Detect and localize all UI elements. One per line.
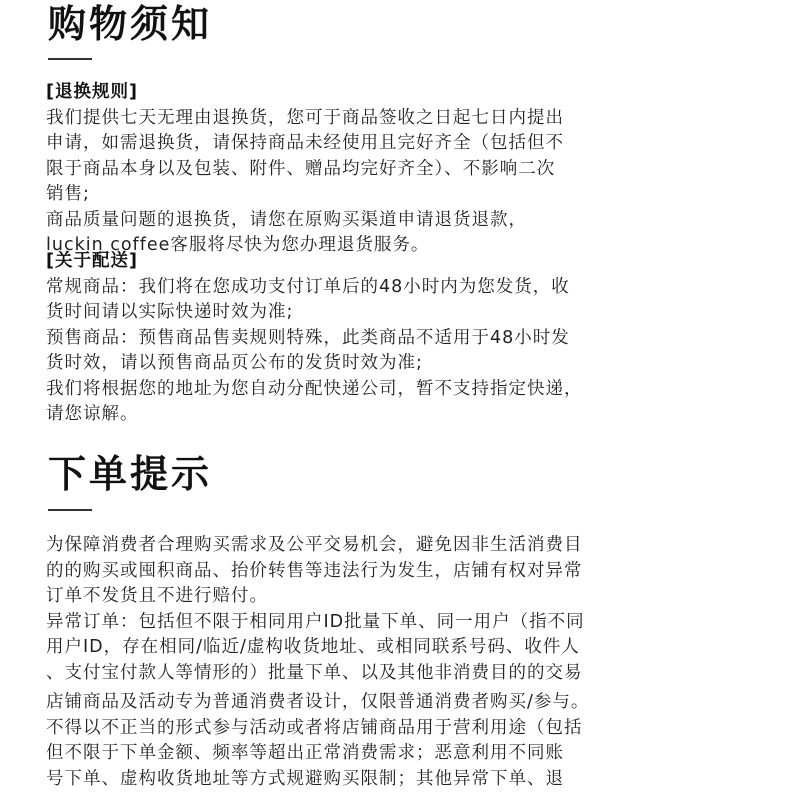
order-tips-line: 订单不发货且不进行赔付。	[46, 584, 756, 610]
delivery-block	[46, 249, 756, 428]
delivery-heading: [关于配送]	[46, 249, 756, 275]
order-tips-line: 不得以不正当的形式参与活动或者将店铺商品用于营利用途（包括	[46, 716, 756, 742]
order-tips-line: 号下单、虚构收货地址等方式规避购买限制；其他异常下单、退	[46, 767, 756, 792]
return-policy-heading: [退换规则]	[46, 80, 756, 106]
order-tips-paragraph-1	[46, 533, 756, 686]
title-underline	[48, 509, 92, 511]
order-tips-paragraph-2	[46, 690, 756, 792]
order-tips-line: 、支付宝付款人等情形的）批量下单、以及其他非消费目的的交易	[46, 661, 756, 687]
delivery-line: 货时效，请以预售商品页公布的发货时效为准;	[46, 351, 756, 377]
return-policy-line: luckin coffee客服将尽快为您办理退货服务。	[46, 233, 756, 259]
delivery-line: 预售商品：预售商品售卖规则特殊，此类商品不适用于48小时发	[46, 326, 756, 352]
return-policy-block	[46, 80, 756, 259]
return-policy-line: 我们提供七天无理由退换货，您可于商品签收之日起七日内提出	[46, 106, 756, 132]
order-tips-line: 异常订单：包括但不限于相同用户ID批量下单、同一用户（指不同	[46, 610, 756, 636]
return-policy-line: 商品质量问题的退换货，请您在原购买渠道申请退货退款，	[46, 208, 756, 234]
return-policy-line: 申请，如需退换货，请保持商品未经使用且完好齐全（包括但不	[46, 131, 756, 157]
order-tips-line: 店铺商品及活动专为普通消费者设计，仅限普通消费者购买/参与。	[46, 690, 756, 716]
delivery-line: 货时间请以实际快递时效为准;	[46, 300, 756, 326]
return-policy-line: 销售;	[46, 182, 756, 208]
title-underline	[48, 58, 92, 60]
section-title-shopping-notice: 购物须知	[48, 2, 212, 46]
order-tips-line: 但不限于下单金额、频率等超出正常消费需求；恶意利用不同账	[46, 741, 756, 767]
delivery-line: 我们将根据您的地址为您自动分配快递公司，暂不支持指定快递，	[46, 377, 756, 403]
section-title-order-tips: 下单提示	[48, 452, 212, 496]
delivery-line: 常规商品：我们将在您成功支付订单后的48小时内为您发货，收	[46, 275, 756, 301]
order-tips-line: 用户ID，存在相同/临近/虚构收货地址、或相同联系号码、收件人	[46, 635, 756, 661]
delivery-line: 请您谅解。	[46, 402, 756, 428]
order-tips-line: 的的购买或囤积商品、抬价转售等违法行为发生，店铺有权对异常	[46, 559, 756, 585]
order-tips-line: 为保障消费者合理购买需求及公平交易机会，避免因非生活消费目	[46, 533, 756, 559]
return-policy-line: 限于商品本身以及包装、附件、赠品均完好齐全）、不影响二次	[46, 157, 756, 183]
